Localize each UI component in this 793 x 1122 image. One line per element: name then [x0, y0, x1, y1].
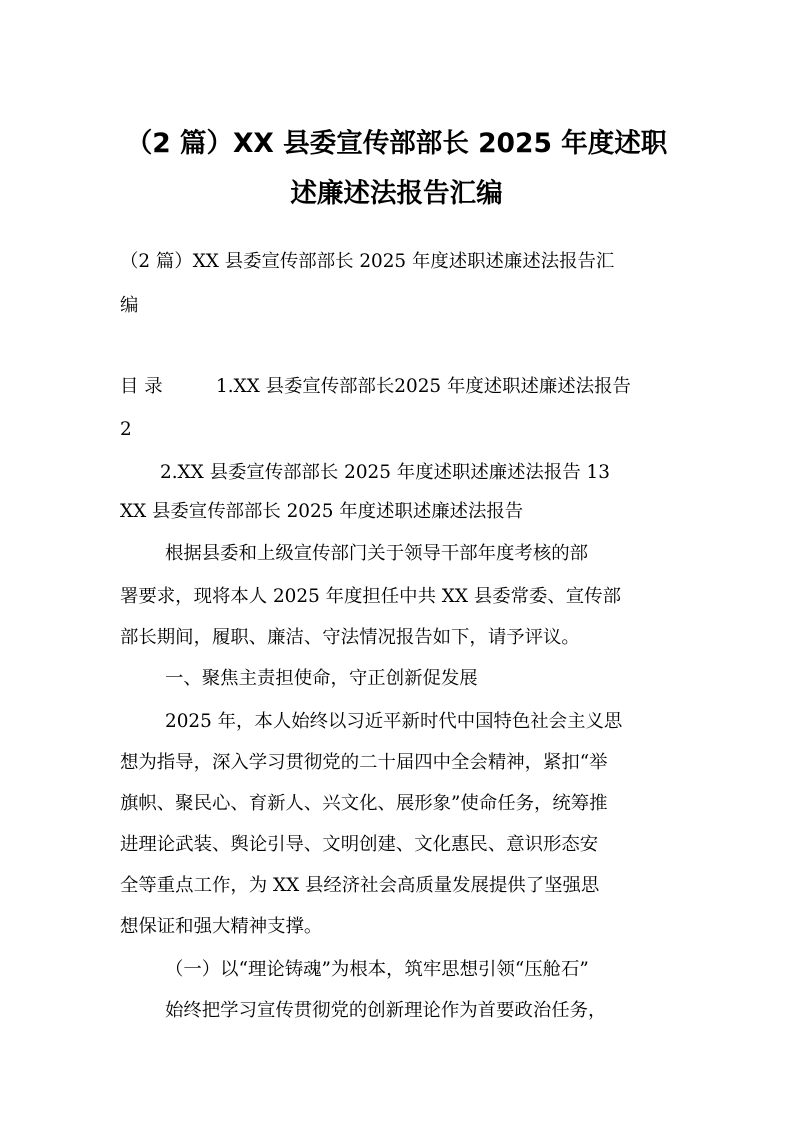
section-1-para-line-6: 想保证和强大精神支撑。: [120, 916, 323, 937]
intro-line-2: 署要求，现将本人 2025 年度担任中共 XX 县委常委、宣传部: [120, 586, 621, 607]
toc-item-2: 2.XX 县委宣传部部长 2025 年度述职述廉述法报告 13: [160, 462, 610, 483]
toc-item-1-page: 2: [120, 419, 132, 440]
subtitle-line-1: （2 篇）XX 县委宣传部部长 2025 年度述职述廉述法报告汇: [120, 251, 615, 272]
toc-label: 目 录: [120, 376, 163, 397]
subsection-1-para-line-1: 始终把学习宣传贯彻党的创新理论作为首要政治任务，: [165, 1000, 607, 1021]
document-title-line-2: 述廉述法报告汇编: [290, 178, 503, 209]
toc-item-1: 1.XX 县委宣传部部长2025 年度述职述廉述法报告: [216, 376, 631, 397]
section-1-para-line-4: 进理论武装、舆论引导、文明创建、文化惠民、意识形态安: [120, 834, 599, 855]
intro-line-3: 部长期间，履职、廉洁、守法情况报告如下，请予评议。: [120, 627, 580, 648]
section-1-heading: 一、聚焦主责担使命，守正创新促发展: [165, 668, 478, 689]
section-1-para-line-2: 想为指导，深入学习贯彻党的二十届四中全会精神，紧扣“举: [120, 752, 608, 773]
subsection-1-heading: （一）以“理论铸魂”为根本，筑牢思想引领“压舱石”: [165, 959, 589, 980]
document-title-line-1: （2 篇）XX 县委宣传部部长 2025 年度述职: [125, 128, 668, 159]
subtitle-line-2: 编: [120, 295, 139, 316]
report-title: XX 县委宣传部部长 2025 年度述职述廉述法报告: [120, 501, 524, 522]
intro-line-1: 根据县委和上级宣传部门关于领导干部年度考核的部: [165, 543, 588, 564]
section-1-para-line-5: 全等重点工作，为 XX 县经济社会高质量发展提供了坚强思: [120, 875, 600, 896]
section-1-para-line-1: 2025 年，本人始终以习近平新时代中国特色社会主义思: [165, 711, 623, 732]
section-1-para-line-3: 旗帜、聚民心、育新人、兴文化、展形象”使命任务，统筹推: [120, 793, 608, 814]
